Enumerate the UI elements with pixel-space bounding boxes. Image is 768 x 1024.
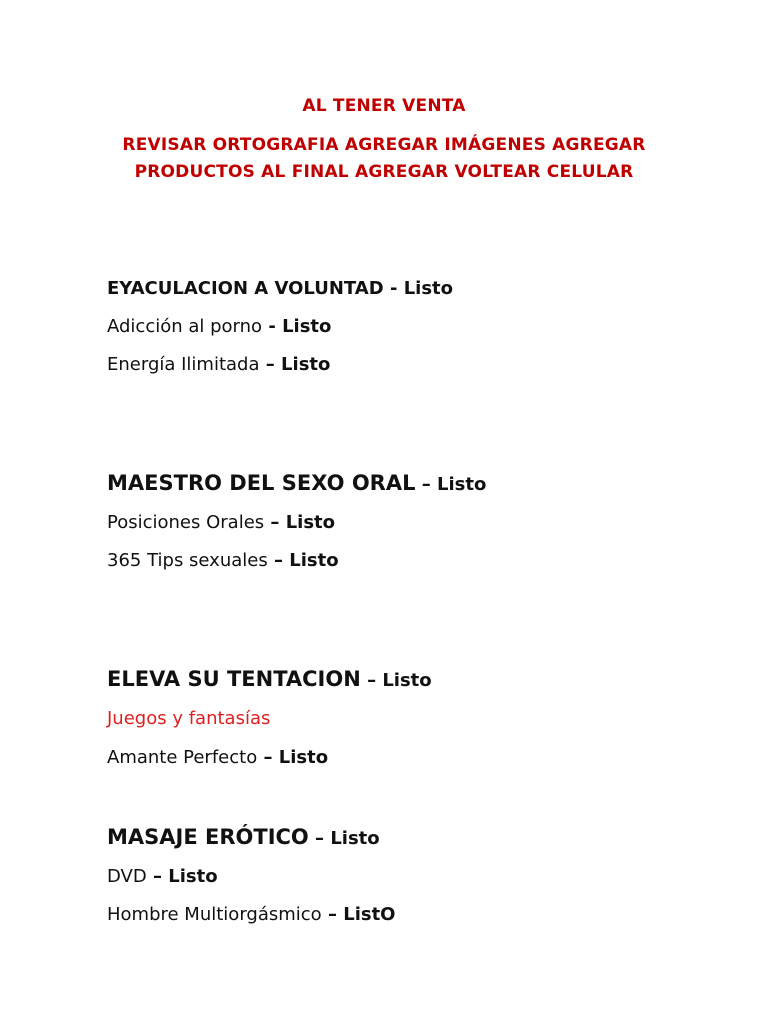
list-item: [107, 865, 218, 889]
list-item: [107, 549, 339, 573]
section-title-masaje: [107, 823, 380, 853]
item-label: Adicción al porno: [107, 316, 263, 337]
item-status: – Listo: [259, 354, 331, 375]
header-line-3: PRODUCTOS AL FINAL AGREGAR VOLTEAR CELULAR: [134, 162, 634, 182]
list-item: [107, 746, 328, 770]
section-title-eleva: [107, 665, 432, 695]
item-label: Energía Ilimitada: [107, 354, 260, 375]
header-line-2: REVISAR ORTOGRAFIA AGREGAR IMÁGENES AGREGAR: [122, 135, 646, 155]
list-item: [107, 315, 331, 339]
section-title-text: ELEVA SU TENTACION: [107, 667, 361, 691]
section-title-text: MAESTRO DEL SEXO ORAL: [107, 471, 416, 495]
section-title-status: – Listo: [308, 828, 380, 849]
section-title-maestro: [107, 469, 486, 499]
list-item: [107, 353, 330, 377]
item-status: – Listo: [267, 550, 339, 571]
section-title-status: – Listo: [360, 670, 432, 691]
item-status: – Listo: [264, 512, 336, 533]
section-title-text: MASAJE ERÓTICO: [107, 825, 309, 849]
item-status: - Listo: [262, 316, 332, 337]
item-label: DVD: [107, 866, 147, 887]
section-title-text: EYACULACION A VOLUNTAD: [107, 278, 384, 299]
item-label: 365 Tips sexuales: [107, 550, 268, 571]
item-label: Posiciones Orales: [107, 512, 265, 533]
item-label: Juegos y fantasías: [107, 708, 271, 729]
section-title-eyaculacion: [107, 277, 453, 301]
list-item: [107, 511, 335, 535]
item-status: – ListO: [321, 904, 396, 925]
header-line-1: AL TENER VENTA: [302, 96, 466, 116]
section-title-status: - Listo: [383, 278, 454, 299]
item-status: – Listo: [146, 866, 218, 887]
item-status: – Listo: [257, 747, 329, 768]
list-item: [107, 903, 395, 927]
list-item-pending: [107, 707, 270, 731]
item-label: Amante Perfecto: [107, 747, 258, 768]
item-label: Hombre Multiorgásmico: [107, 904, 322, 925]
section-title-status: – Listo: [415, 474, 487, 495]
